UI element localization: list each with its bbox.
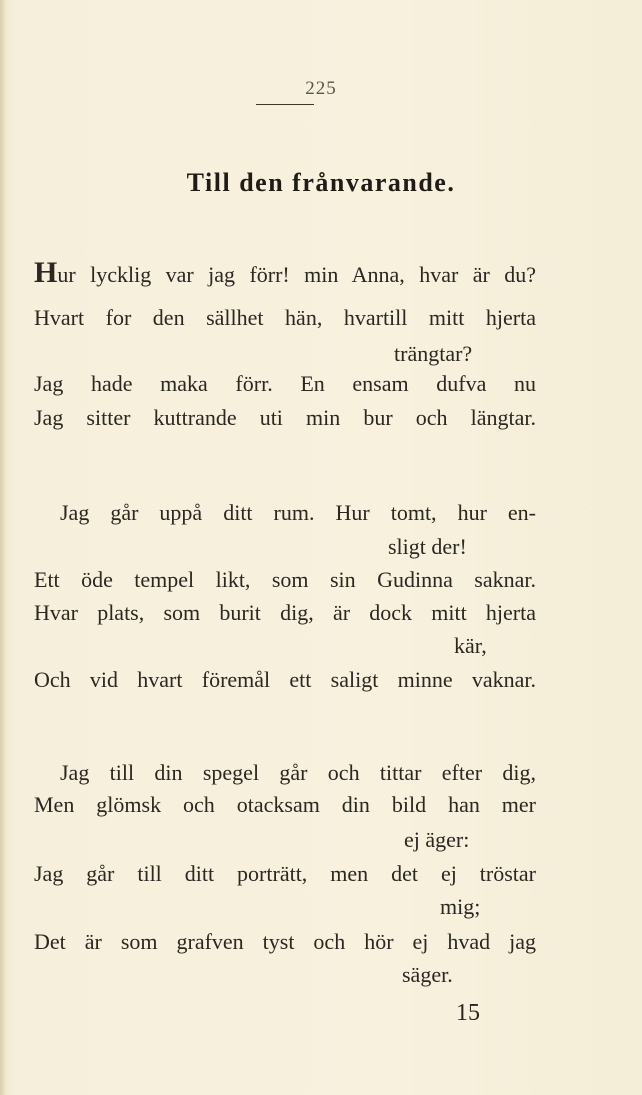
poem-line-continuation: trängtar? — [394, 341, 473, 366]
poem-line: Hvart for den sällhet hän, hvartill mitt hjerta — [34, 305, 536, 330]
poem-line-continuation: säger. — [402, 962, 453, 987]
poem-line: Och vid hvart föremål ett saligt minne vaknar. — [34, 667, 536, 692]
binding-edge — [0, 0, 6, 1095]
signature-mark: 15 — [456, 1000, 480, 1026]
drop-cap: H — [34, 256, 58, 289]
poem-line: Hvar plats, som burit dig, är dock mitt hjerta — [34, 600, 536, 625]
poem-line-continuation: sligt der! — [388, 534, 467, 559]
poem-line-continuation: ej äger: — [404, 827, 470, 852]
poem-line-continuation: mig; — [440, 894, 481, 919]
page-number: 225 — [305, 78, 337, 99]
poem-line: Men glömsk och otacksam din bild han mer — [34, 792, 536, 817]
poem-line: Hur lycklig var jag förr! min Anna, hvar är du? — [34, 256, 536, 289]
poem-line: Det är som grafven tyst och hör ej hvad jag — [34, 929, 536, 954]
poem-line: Jag går uppå ditt rum. Hur tomt, hur en- — [60, 500, 536, 525]
poem-line: Jag går till ditt porträtt, men det ej tröstar — [34, 861, 536, 886]
poem-line: Ett öde tempel likt, som sin Gudinna saknar. — [34, 567, 536, 592]
poem-line-continuation: kär, — [454, 633, 487, 658]
poem-line: Jag sitter kuttrande uti min bur och längtar. — [34, 405, 536, 430]
poem-line: Jag till din spegel går och tittar efter dig, — [60, 760, 536, 785]
poem-title: Till den frånvarande. — [186, 168, 456, 197]
page-number-rule — [256, 104, 314, 105]
poem-line: Jag hade maka förr. En ensam dufva nu — [34, 371, 536, 396]
